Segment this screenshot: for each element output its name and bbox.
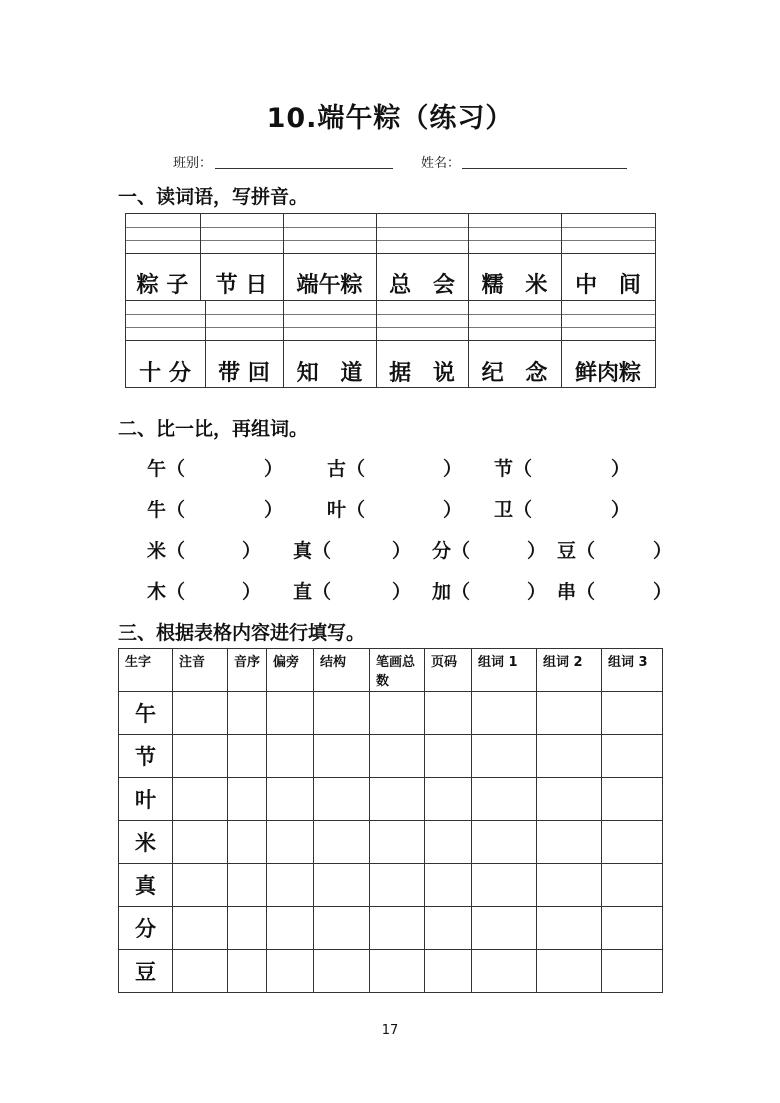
blank-cell[interactable] [370,821,425,864]
blank-cell[interactable] [602,907,663,950]
table-row [119,950,663,993]
blank-cell[interactable] [267,692,314,735]
pinyin-grid [125,213,655,388]
character-info-table [118,648,663,993]
blank-cell[interactable] [425,864,472,907]
blank-cell[interactable] [173,950,228,993]
blank-cell[interactable] [173,735,228,778]
word-cell: 纪 念 [481,361,548,386]
blank-cell[interactable] [602,950,663,993]
compare-close: ） [264,458,284,480]
compare-char: 豆（ [557,540,596,562]
blank-cell[interactable] [602,778,663,821]
blank-cell[interactable] [370,950,425,993]
column-header: 页码 [425,649,472,692]
blank-cell[interactable] [267,864,314,907]
blank-cell[interactable] [472,692,537,735]
blank-cell[interactable] [370,907,425,950]
blank-cell[interactable] [173,907,228,950]
blank-cell[interactable] [267,950,314,993]
word-cell: 端午粽 [296,273,363,298]
blank-cell[interactable] [472,950,537,993]
section1-heading: 一、读词语，写拼音。 [118,186,309,208]
blank-cell[interactable] [537,907,602,950]
class-input-line[interactable] [215,168,393,169]
word-cell: 带 回 [218,361,270,386]
column-header: 注音 [173,649,228,692]
compare-char: 加（ [432,581,471,603]
blank-cell[interactable] [314,907,370,950]
page-number: 17 [381,1023,399,1038]
name-input-line[interactable] [462,168,627,169]
blank-cell[interactable] [173,821,228,864]
blank-cell[interactable] [314,778,370,821]
compare-close: ） [443,458,463,480]
blank-cell[interactable] [370,735,425,778]
compare-close: ） [611,499,631,521]
blank-cell[interactable] [173,864,228,907]
table-row [119,692,663,735]
compare-char: 古（ [327,458,366,480]
word-cell: 中 间 [575,273,641,298]
compare-close: ） [653,581,673,603]
table-row [119,864,663,907]
blank-cell[interactable] [537,864,602,907]
name-label: 姓名： [421,156,461,171]
blank-cell[interactable] [370,692,425,735]
compare-char: 节（ [494,458,533,480]
blank-cell[interactable] [537,950,602,993]
character-cell: 豆 [119,950,173,993]
section3-heading: 三、根据表格内容进行填写。 [118,622,366,644]
column-header: 组词 1 [472,649,537,692]
blank-cell[interactable] [602,692,663,735]
table-row [119,821,663,864]
blank-cell[interactable] [267,821,314,864]
blank-cell[interactable] [537,735,602,778]
column-header: 笔画总数 [370,649,425,692]
blank-cell[interactable] [228,907,267,950]
blank-cell[interactable] [228,821,267,864]
compare-char: 叶（ [327,499,366,521]
column-header: 偏旁 [267,649,314,692]
character-cell: 米 [119,821,173,864]
blank-cell[interactable] [602,821,663,864]
compare-char: 卫（ [494,499,533,521]
word-cell: 节 日 [215,273,268,298]
compare-char: 串（ [557,581,596,603]
blank-cell[interactable] [314,864,370,907]
compare-close: ） [653,540,673,562]
compare-close: ） [527,540,547,562]
character-cell: 分 [119,907,173,950]
blank-cell[interactable] [472,864,537,907]
blank-cell[interactable] [472,821,537,864]
word-cell: 粽 子 [136,273,189,298]
column-header: 组词 2 [537,649,602,692]
compare-char: 分（ [432,540,471,562]
blank-cell[interactable] [602,735,663,778]
word-cell: 糯 米 [481,273,548,298]
blank-cell[interactable] [370,864,425,907]
compare-close: ） [527,581,547,603]
compare-char: 午（ [147,458,186,480]
character-cell: 节 [119,735,173,778]
section2-heading: 二、比一比，再组词。 [118,418,309,440]
blank-cell[interactable] [314,821,370,864]
compare-char: 米（ [147,540,186,562]
page-title: 10.端午粽（练习） [266,103,514,134]
table-header-row [119,649,663,692]
character-cell: 真 [119,864,173,907]
compare-close: ） [392,581,412,603]
blank-cell[interactable] [267,778,314,821]
blank-cell[interactable] [537,821,602,864]
compare-close: ） [264,499,284,521]
blank-cell[interactable] [228,735,267,778]
blank-cell[interactable] [472,778,537,821]
blank-cell[interactable] [314,692,370,735]
table-row [119,778,663,821]
table-row [119,907,663,950]
compare-close: ） [611,458,631,480]
blank-cell[interactable] [537,778,602,821]
class-label: 班别： [173,156,213,171]
blank-cell[interactable] [228,950,267,993]
table-row [119,735,663,778]
column-header: 生字 [119,649,173,692]
blank-cell[interactable] [425,692,472,735]
blank-cell[interactable] [472,735,537,778]
compare-char: 牛（ [147,499,186,521]
compare-char: 木（ [147,581,186,603]
character-cell: 午 [119,692,173,735]
compare-close: ） [392,540,412,562]
word-cell: 十 分 [139,361,191,386]
blank-cell[interactable] [314,950,370,993]
word-cell: 据 说 [389,361,455,386]
compare-char: 直（ [293,581,332,603]
blank-cell[interactable] [314,735,370,778]
compare-close: ） [242,581,262,603]
compare-char: 真（ [293,540,332,562]
blank-cell[interactable] [537,692,602,735]
blank-cell[interactable] [472,907,537,950]
column-header: 组词 3 [602,649,663,692]
word-cell: 总 会 [389,273,455,298]
blank-cell[interactable] [425,821,472,864]
blank-cell[interactable] [602,864,663,907]
blank-cell[interactable] [425,735,472,778]
blank-cell[interactable] [228,778,267,821]
column-header: 结构 [314,649,370,692]
word-cell: 知 道 [296,361,363,386]
blank-cell[interactable] [425,907,472,950]
compare-close: ） [443,499,463,521]
column-header: 音序 [228,649,267,692]
blank-cell[interactable] [228,692,267,735]
blank-cell[interactable] [228,864,267,907]
blank-cell[interactable] [370,778,425,821]
blank-cell[interactable] [267,907,314,950]
character-cell: 叶 [119,778,173,821]
blank-cell[interactable] [173,692,228,735]
word-cell: 鲜肉粽 [574,361,641,386]
compare-close: ） [242,540,262,562]
blank-cell[interactable] [173,778,228,821]
blank-cell[interactable] [425,778,472,821]
blank-cell[interactable] [267,735,314,778]
blank-cell[interactable] [425,950,472,993]
